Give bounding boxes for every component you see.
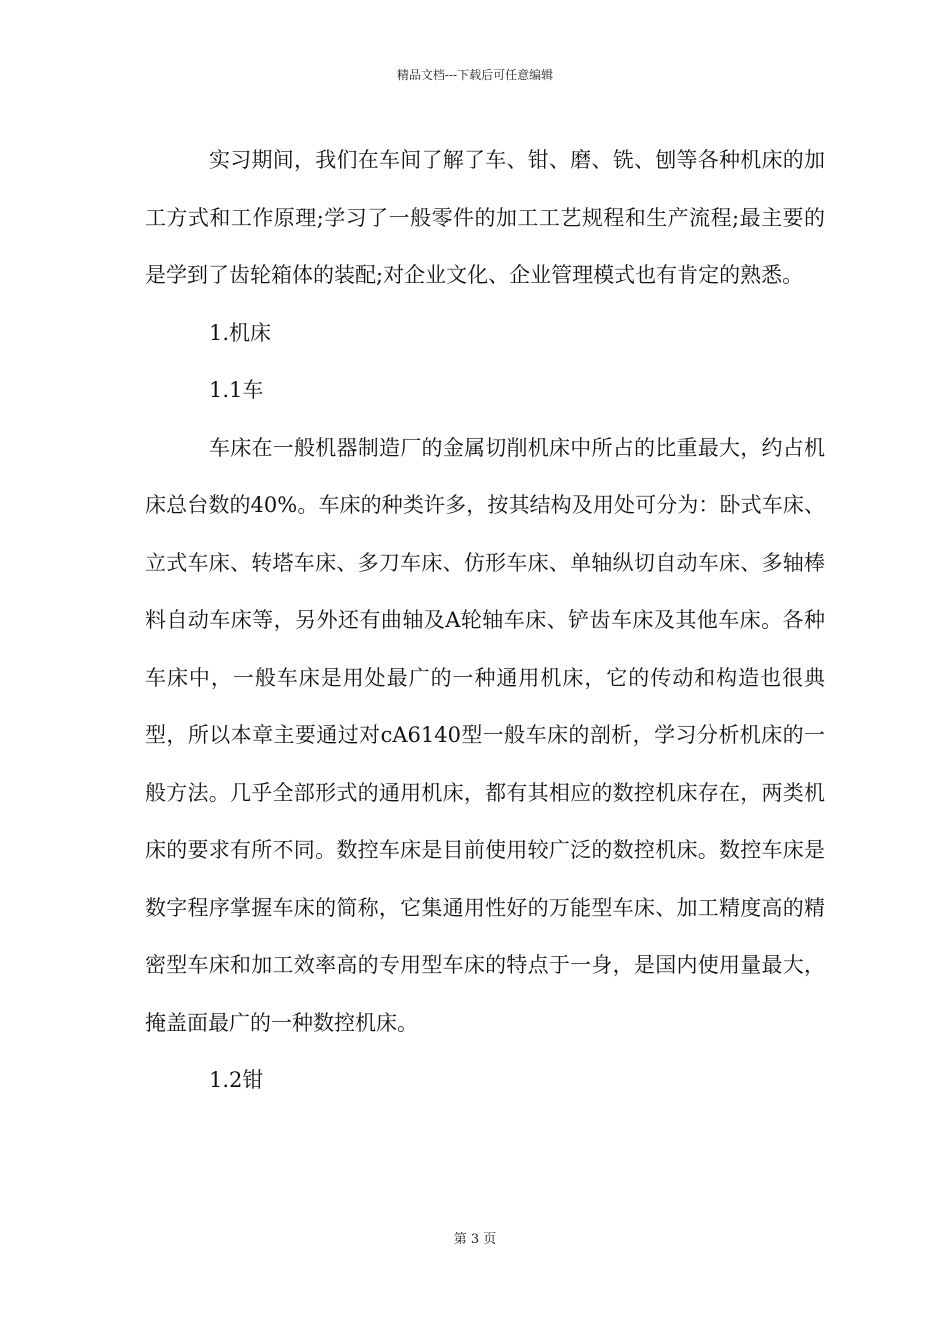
section-heading-machine-tools: 1.机床 <box>209 320 272 345</box>
intro-paragraph: 实习期间，我们在车间了解了车、钳、磨、铣、刨等各种机床的加工方式和工作原理;学习了一般零件的加工工艺规程和生产流程;最主要的是学到了齿轮箱体的装配;对企业文化、企业管理模式也有肯定的熟悉。 <box>145 148 825 287</box>
section-heading-lathe: 1.1车 <box>209 378 264 402</box>
lathe-paragraph: 车床在一般机器制造厂的金属切削机床中所占的比重最大，约占机床总台数的40%。车床的种类许多，按其结构及用处可分为：卧式车床、立式车床、转塔车床、多刀车床、仿形车床、单轴纵切自动车床、多轴棒料自动车床等，另外还有曲轴及A轮轴车床、铲齿车床及其他车床。各种车床中，一般车床是用处最广的一种通用机床，它的传动和构造也很典型，所以本章主要通过对cA6140型一般车床的剖析，学习分析机床的一般方法。几乎全部形式的通用机床，都有其相应的数控机床存在，两类机床的要求有所不同。数控车床是目前使用较广泛的数控机床。数控车床是数字程序掌握车床的简称，它集通用性好的万能型车床、加工精度高的精密型车床和加工效率高的专用型车床的特点于一身，是国内使用量最大，掩盖面最广的一种数控机床。 <box>145 435 825 1035</box>
document-body <box>145 132 825 1110</box>
section-heading-bench-work: 1.2钳 <box>209 1068 264 1092</box>
page-header: 精品文档---下载后可任意编辑 <box>396 68 554 82</box>
page-number: 第 3 页 <box>453 1232 497 1247</box>
